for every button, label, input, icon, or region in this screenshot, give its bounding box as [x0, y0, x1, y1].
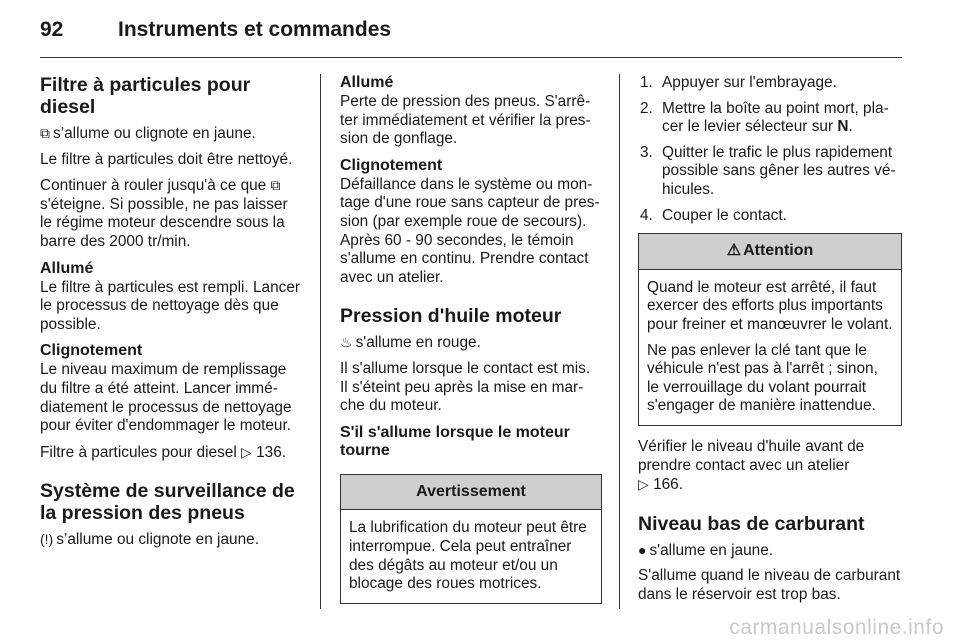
warning-box [340, 474, 602, 604]
warning-text: La lubrification du moteur peut être interrompue. Cela peut entraîner des dégâts au moteur et/ou un blocage des roues motrices. [349, 519, 587, 593]
column-1 [40, 74, 302, 557]
subheading-blinking: Clignotement [40, 342, 143, 360]
paragraph: Il s'allume lorsque le contact est mis. Il s'éteint peu après la mise en marche du moteur. [340, 359, 591, 415]
fuel-pump-icon: ● [638, 541, 647, 558]
paragraph: Le filtre à particules est rempli. Lancer le processus de nettoyage dès que possible. [40, 278, 301, 333]
column-divider [619, 74, 620, 609]
cross-reference: Filtre à particules pour diesel ▷ 136. [40, 443, 287, 461]
attention-text-2: Ne pas enlever la clé tant que le véhicule n'est pas à l'arrêt ; sinon, le verrouillage du volant pourrait s'engager de manière inattendue. [647, 341, 878, 415]
oil-can-icon: ♨ [340, 334, 353, 351]
heading-oil-pressure: Pression d'huile moteur [340, 305, 562, 328]
column-divider [320, 74, 321, 609]
page-title: Instruments et commandes [118, 18, 392, 41]
attention-box [638, 233, 902, 426]
heading-low-fuel: Niveau bas de carburant [638, 512, 865, 535]
arrow-reference-icon: ▷ [638, 476, 649, 493]
tire-pressure-icon: (!) [40, 531, 54, 548]
paragraph: Le niveau maximum de remplissage du filtre a été atteint. Lancer immédiatement le processus de nettoyage pour éviter d'endommager le moteur. [40, 361, 292, 435]
warning-triangle-icon: ⚠ [726, 242, 742, 260]
attention-text-1: Quand le moteur est arrêté, il faut exercer des efforts plus importants pour freiner et manœuvrer le volant. [647, 278, 893, 333]
particle-filter-icon: ⧉ [40, 125, 50, 141]
subheading-on: Allumé [40, 259, 94, 277]
paragraph: Perte de pression des pneus. S'arrêter immédiatement et vérifier la pression de gonflage. [340, 93, 591, 148]
steps-list [638, 74, 902, 225]
step-item: 3. Quitter le trafic le plus rapidement possible sans gêner les autres véhicules. [640, 143, 896, 198]
cross-reference: Vérifier le niveau d'huile avant de prendre contact avec un atelier ▷ 166. [638, 437, 865, 494]
paragraph: Défaillance dans le système ou montage d'une roue sans capteur de pression (par exemple roue de secours). Après 60 - 90 secondes, le témoin s'allume en continu. Prendre contact avec un atelier. [340, 175, 600, 286]
header-rule [40, 57, 902, 58]
attention-title: ⚠ Attention [639, 234, 901, 270]
subheading-on: Allumé [340, 74, 394, 91]
subheading-blinking: Clignotement [340, 156, 443, 174]
step-item: 2. Mettre la boîte au point mort, placer le levier sélecteur sur N. [640, 99, 889, 136]
page-header [40, 18, 391, 48]
step-item: 4. Couper le contact. [640, 206, 787, 224]
fuel-icon-line: ● s'allume en jaune. [638, 541, 774, 559]
paragraph: Le filtre à particules doit être nettoyé. [40, 150, 293, 168]
page-number: 92 [40, 18, 64, 41]
particle-filter-icon: ⧉ [270, 177, 281, 194]
column-3 [638, 74, 902, 611]
heading-diesel-particle-filter: Filtre à particules pour diesel [40, 74, 251, 118]
subheading-engine-running: S'il s'allume lorsque le moteur tourne [340, 423, 570, 459]
arrow-reference-icon: ▷ [241, 443, 252, 460]
paragraph: Continuer à rouler jusqu'à ce que ⧉ s'éteigne. Si possible, ne pas laisser le régime moteur descendre sous la barre des 2000 tr/min. [40, 177, 288, 250]
column-2 [340, 74, 602, 604]
dpf-icon-line: ⧉ s’allume ou clignote en jaune. [40, 125, 256, 142]
tpms-icon-line: (!) s’allume ou clignote en jaune. [40, 531, 259, 549]
step-item: 1. Appuyer sur l'embrayage. [640, 74, 837, 91]
heading-tire-pressure: Système de surveillance de la pression des pneus [40, 480, 295, 525]
paragraph: S'allume quand le niveau de carburant dans le réservoir est trop bas. [638, 567, 901, 603]
warning-title: Avertissement [341, 475, 601, 511]
watermark: carmanualsonline.info [729, 616, 944, 639]
oil-icon-line: ♨ s'allume en rouge. [340, 334, 481, 352]
